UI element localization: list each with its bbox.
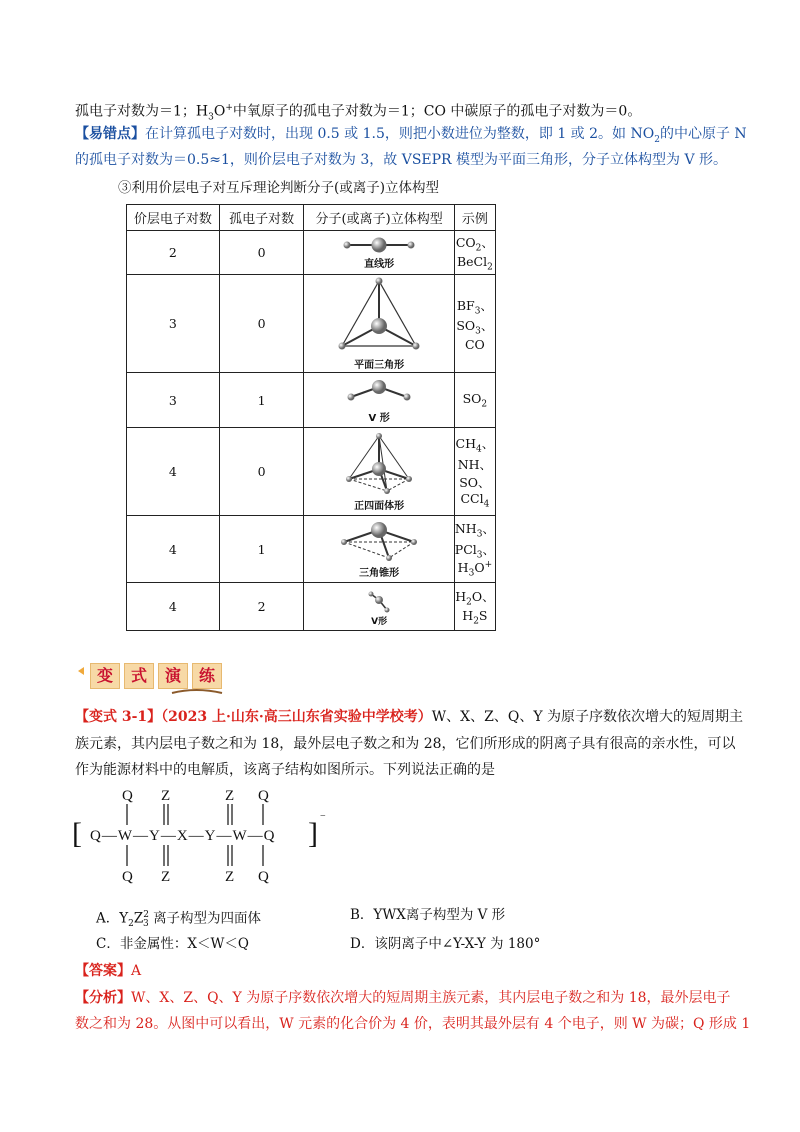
option-b: B．YWX离子构型为 V 形: [350, 907, 506, 923]
shape-cell: [304, 231, 454, 275]
left-bracket: [: [72, 817, 82, 850]
linear-molecule-icon: [339, 235, 419, 255]
lone-cell: 1: [219, 373, 304, 428]
shape-cell: [304, 583, 454, 631]
water-bent-icon: [359, 586, 399, 614]
table-row: [127, 516, 496, 583]
intro-line: 孤电子对数为＝1；$H_3O^+$中氧原子的孤电子对数为＝1；CO 中碳原子的孤电子对数为＝0。: [75, 103, 642, 123]
example-cell: $NH_3$、PCl$_3$、$H_3O^+$: [454, 516, 495, 583]
answer-line: 【答案】A: [75, 963, 142, 979]
atom-label: Z: [225, 788, 235, 804]
vsepr-table: [126, 204, 496, 631]
banner-char: 变: [90, 663, 120, 689]
lone-cell: 1: [219, 516, 304, 583]
example-cell: $CH_4$、NH、SO、CCl$_4$: [454, 428, 495, 516]
lone-cell: 0: [219, 231, 304, 275]
table-header: 价层电子对数: [127, 205, 220, 231]
charge-sign: −: [320, 811, 326, 822]
valence-cell: 4: [127, 516, 220, 583]
lone-cell: 2: [219, 583, 304, 631]
valence-cell: 3: [127, 275, 220, 373]
table-row: [127, 583, 496, 631]
error-note-line-2: 的孤电子对数为＝0.5≈1，则价层电子对数为 3，故 VSEPR 模型为平面三角形，分子立体构型为 V 形。: [75, 152, 728, 168]
trigonal-planar-icon: [334, 276, 424, 356]
shape-caption: V形: [371, 617, 388, 627]
shape-cell: [304, 275, 454, 373]
table-row: [127, 231, 496, 275]
table-header: 分子(或离子)立体构型: [304, 205, 454, 231]
tetrahedral-icon: [339, 431, 419, 497]
valence-cell: 4: [127, 583, 220, 631]
section-heading: ③利用价层电子对互斥理论判断分子(或离子)立体构型: [118, 180, 440, 196]
valence-cell: 3: [127, 373, 220, 428]
shape-caption: 正四面体形: [354, 501, 405, 512]
lone-cell: 0: [219, 428, 304, 516]
analysis-line-1: 【分析】W、X、Z、Q、Y 为原子序数依次增大的短周期主族元素，其内层电子数之和为 18，最外层电子: [75, 990, 731, 1006]
variant-practice-banner: [76, 657, 226, 697]
shape-caption: V 形: [368, 412, 390, 424]
shape-cell: [304, 516, 454, 583]
banner-char: 练: [192, 663, 222, 689]
table-row: [127, 428, 496, 516]
option-c: C．非金属性：X＜W＜Q: [96, 936, 249, 952]
main-chain: Q—W—Y—X—Y—W—Q: [90, 828, 276, 844]
table-header: 示例: [454, 205, 495, 231]
atom-label: Q: [258, 869, 269, 885]
bent-molecule-icon: [339, 377, 419, 409]
analysis-line-2: 数之和为 28。从图中可以看出，W 元素的化合价为 4 价，表明其最外层有 4 个电子，则 W 为碳；Q 形成 1: [75, 1016, 751, 1032]
anion-structure-diagram: [70, 785, 340, 885]
question-line-3: 作为能源材料中的电解质，该离子结构如图所示。下列说法正确的是: [75, 762, 495, 778]
valence-cell: 2: [127, 231, 220, 275]
error-note-line-1: 【易错点】在计算孤电子对数时，出现 0.5 或 1.5，则把小数进位为整数，即 1 或 2。如 $NO_2$的中心原子 N: [75, 126, 747, 145]
atom-label: Q: [122, 788, 133, 804]
table-header: 孤电子对数: [219, 205, 304, 231]
shape-caption: 直线形: [364, 259, 395, 270]
lone-cell: 0: [219, 275, 304, 373]
option-a: A．$Y_2Z^2_3$ 离子构型为四面体: [96, 910, 262, 930]
table-row: [127, 275, 496, 373]
valence-cell: 4: [127, 428, 220, 516]
shape-cell: [304, 373, 454, 428]
banner-char: 式: [124, 663, 154, 689]
trigonal-pyramidal-icon: [334, 520, 424, 564]
example-cell: $H_2O$、$H_2S$: [454, 583, 495, 631]
atom-label: Q: [122, 869, 133, 885]
table-header-row: [127, 205, 496, 231]
table-row: [127, 373, 496, 428]
atom-label: Z: [161, 869, 171, 885]
right-bracket: ]: [308, 817, 318, 850]
shape-caption: 平面三角形: [354, 360, 405, 371]
atom-label: Z: [225, 869, 235, 885]
question-line-2: 族元素，其内层电子数之和为 18，最外层电子数之和为 28，它们所形成的阴离子具有很高的亲水性，可以: [75, 736, 736, 752]
shape-cell: [304, 428, 454, 516]
example-cell: $CO_2$、BeCl$_2$: [454, 231, 495, 275]
question-line-1: 【变式 3-1】（2023 上·山东·高三山东省实验中学校考）W、X、Z、Q、Y 为原子序数依次增大的短周期主: [75, 709, 744, 725]
banner-char: 演: [158, 663, 188, 689]
example-cell: $SO_2$: [454, 373, 495, 428]
atom-label: Z: [161, 788, 171, 804]
atom-label: Q: [258, 788, 269, 804]
shape-caption: 三角锥形: [359, 567, 400, 579]
example-cell: $BF_3$、$SO_3$、CO: [454, 275, 495, 373]
option-d: D．该阴离子中∠Y-X-Y 为 180°: [350, 936, 541, 952]
